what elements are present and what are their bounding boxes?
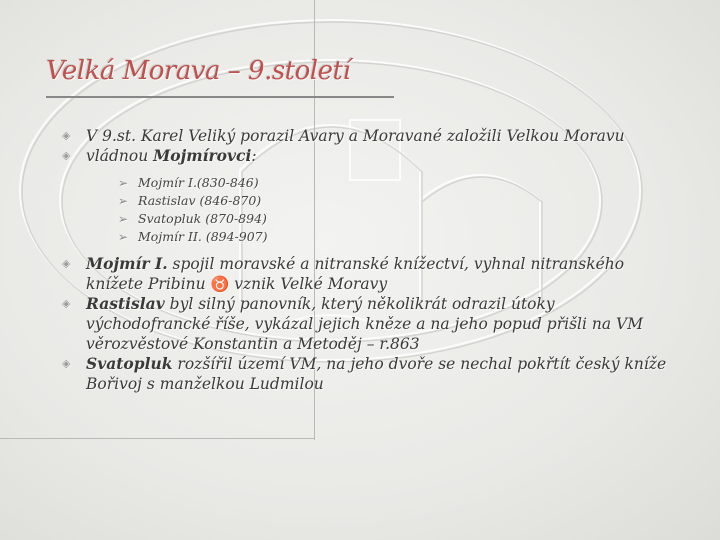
- bullet-prefix: vládnou: [86, 147, 154, 165]
- bullet-text: rozšířil území VM, na jeho dvoře se nechal pokřtít český kníže Bořivoj s manželkou Ludmilou: [86, 355, 667, 393]
- bullet-glyph: ◈: [62, 357, 71, 370]
- bullet-glyph: ◈: [62, 149, 71, 162]
- bullet-glyph: ◈: [62, 129, 71, 142]
- bullet-glyph: ◈: [62, 297, 71, 310]
- bullet-bold: Mojmír I.: [86, 254, 168, 273]
- bullet-item: [62, 146, 682, 166]
- arrow-right-icon: ➢: [118, 212, 129, 226]
- bullet-bold: Svatopluk: [86, 354, 173, 373]
- arrow-right-icon: ➢: [118, 194, 129, 208]
- bullet-bold: Mojmírovci: [153, 146, 252, 165]
- bullet-bold: Rastislav: [86, 294, 165, 313]
- bullet-text: vznik Velké Moravy: [229, 275, 388, 293]
- frame-line-horizontal: [0, 438, 314, 439]
- bullet-text: byl silný panovník, který několikrát odrazil útoky východofrancké říše, vykázal jejich kněze a na jeho popud přišli na VM věrozvěstové Konstantin a Metoděj – r.863: [86, 295, 644, 353]
- bullet-item: [62, 294, 682, 354]
- ruler-item: ➢ Rastislav (846-870): [118, 193, 262, 208]
- ruler-item: ➢ Svatopluk (870-894): [118, 211, 267, 226]
- bullet-glyph: ◈: [62, 257, 71, 270]
- title-underline: [46, 96, 394, 98]
- bullet-text: spojil moravské a nitranské knížectví, vyhnal nitranského knížete Pribinu: [86, 255, 625, 293]
- ruler-item: ➢ Mojmír II. (894-907): [118, 229, 268, 244]
- ruler-item: ➢ Mojmír I.(830-846): [118, 175, 259, 190]
- slide-title: Velká Morava – 9.století: [46, 56, 351, 86]
- bullet-item: [62, 126, 682, 146]
- bullet-text: V 9.st. Karel Veliký porazil Avary a Moravané založili Velkou Moravu: [86, 127, 625, 145]
- slide-content: [62, 126, 682, 394]
- arrow-right-icon: ➢: [118, 230, 129, 244]
- arrow-right-icon: ➢: [118, 176, 129, 190]
- bullet-item: [62, 254, 682, 294]
- ruler-list: [118, 174, 682, 246]
- bullet-suffix: :: [251, 147, 257, 165]
- taurus-symbol-icon: ♉: [210, 275, 230, 293]
- bullet-item: [62, 354, 682, 394]
